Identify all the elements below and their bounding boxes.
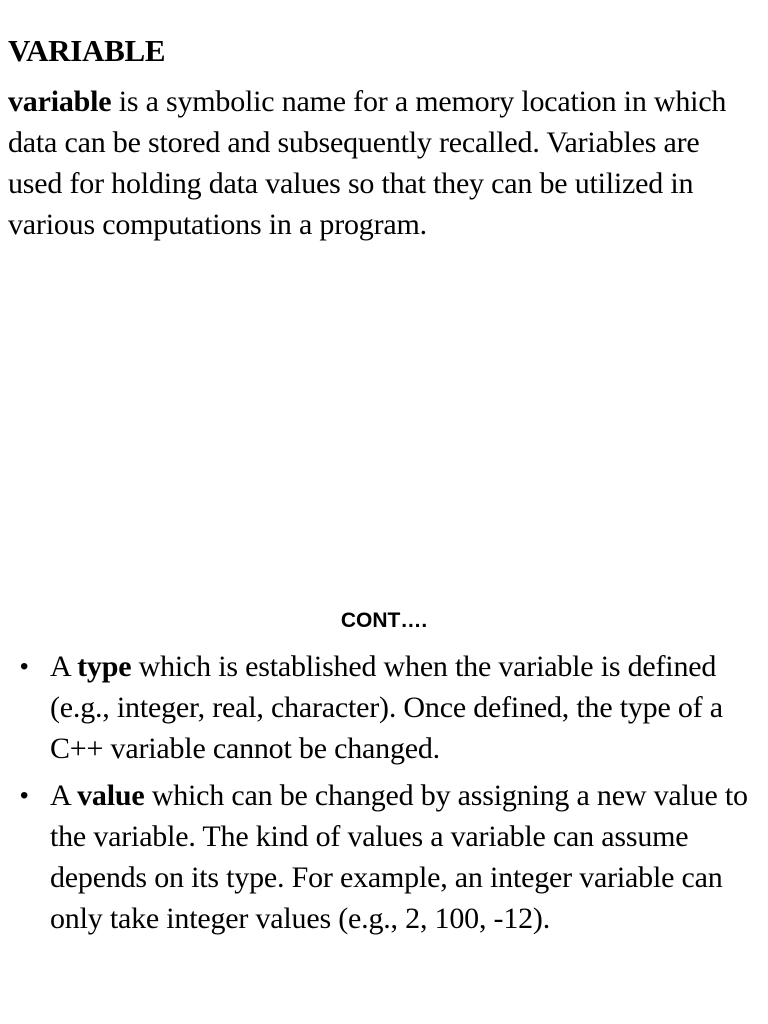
term-type: type [77,650,132,683]
slide-title-cont: CONT…. [340,609,428,632]
term-variable: variable [8,85,112,118]
bullet-dot-icon: • [20,782,29,809]
bullet-lead: A [50,650,78,683]
bullet-item-value [0,775,768,939]
bullet-text: which can be changed by assigning a new value to the variable. The kind of values a variable can assume depends on its type. For example, an integer variable can only take integer values (e.g., 2, 100, -12). [50,779,748,935]
bullet-lead: A [50,779,78,812]
bullet-text: which is established when the variable is defined (e.g., integer, real, character). Once defined, the type of a C++ variable cannot be changed. [50,650,723,765]
slide-title-variable: VARIABLE [8,33,166,68]
term-value: value [77,779,145,812]
bullet-item-type [0,646,768,769]
variable-definition-paragraph [8,81,760,245]
attribute-bullet-list [0,646,768,945]
definition-text: is a symbolic name for a memory location in which data can be stored and subsequently recalled. Variables are used for holding data values so that they can be utilized in various computations in a program. [8,85,727,241]
bullet-dot-icon: • [20,653,29,680]
